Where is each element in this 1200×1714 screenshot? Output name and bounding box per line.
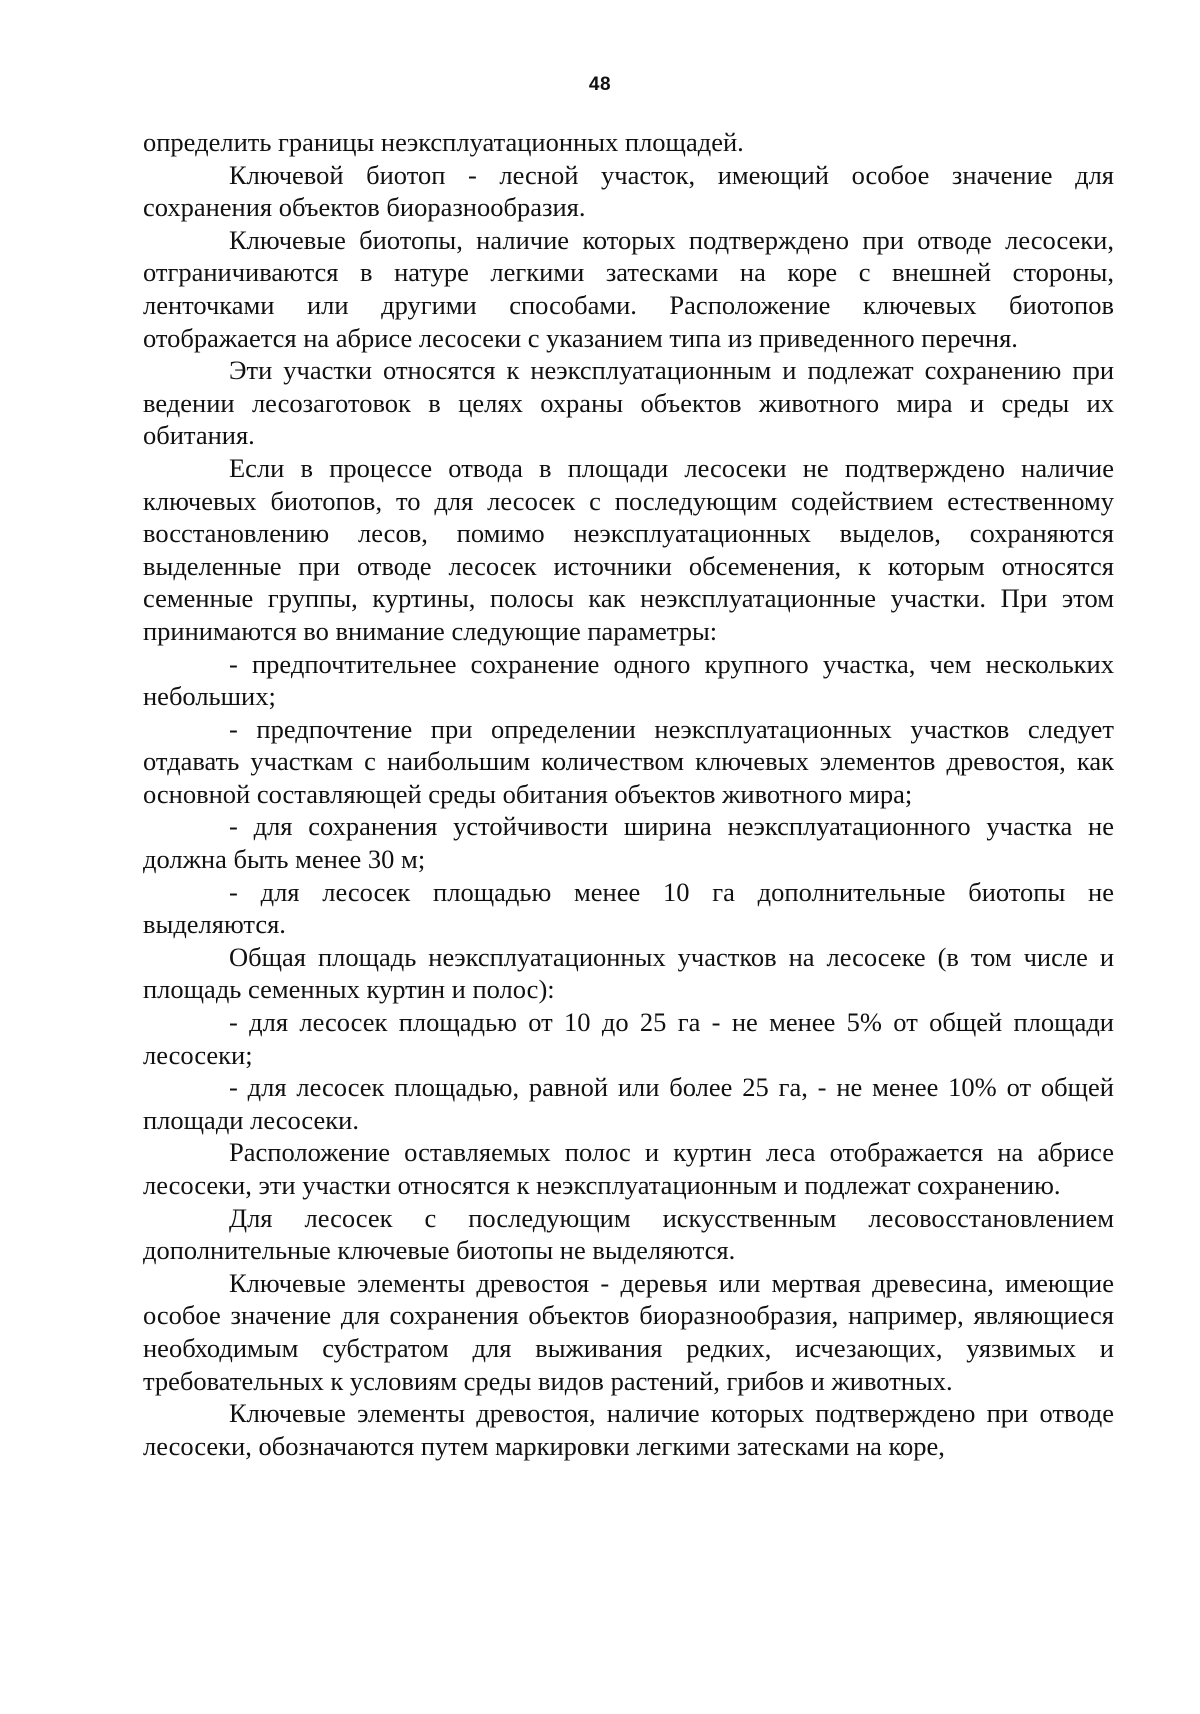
paragraph: - для лесосек площадью от 10 до 25 га - не менее 5% от общей площади лесосеки;: [143, 1007, 1114, 1070]
paragraph: определить границы неэксплуатационных площадей.: [143, 127, 744, 157]
paragraph: - предпочтительнее сохранение одного крупного участка, чем нескольких небольших;: [143, 648, 1114, 712]
page-number: 48: [588, 74, 612, 95]
paragraph: Эти участки относятся к неэксплуатационным и подлежат сохранению при ведении лесозаготовок в целях охраны объектов животного мира и среды их обитания.: [143, 355, 1114, 451]
paragraph: Общая площадь неэксплуатационных участков на лесосеке (в том числе и площадь семенных куртин и полос):: [143, 941, 1114, 1005]
document-body: [143, 126, 1114, 1462]
paragraph: - предпочтение при определении неэксплуатационных участков следует отдавать участкам с наибольшим количеством ключевых элементов древостоя, как основной составляющей среды обитания объектов животного мира;: [143, 713, 1114, 809]
paragraph: Если в процессе отвода в площади лесосеки не подтверждено наличие ключевых биотопов, то для лесосек с последующим содействием естественному восстановлению лесов, помимо неэксплуатационных выделов, сохраняются выделенные при отводе лесосек источники обсеменения, к которым относятся семенные группы, куртины, полосы как неэксплуатационные участки. При этом принимаются во внимание следующие параметры:: [143, 452, 1114, 646]
paragraph: Ключевые элементы древостоя, наличие которых подтверждено при отводе лесосеки, обозначаются путем маркировки легкими затесками на коре,: [143, 1398, 1114, 1461]
paragraph: Ключевой биотоп - лесной участок, имеющий особое значение для сохранения объектов биоразнообразия.: [143, 159, 1114, 223]
paragraph: Ключевые элементы древостоя - деревья или мертвая древесина, имеющие особое значение для сохранения объектов биоразнообразия, например, являющиеся необходимым субстратом для выживания редких, исчезающих, уязвимых и требовательных к условиям среды видов растений, грибов и животных.: [143, 1267, 1114, 1396]
paragraph: - для лесосек площадью менее 10 га дополнительные биотопы не выделяются.: [143, 876, 1114, 940]
paragraph: Ключевые биотопы, наличие которых подтверждено при отводе лесосеки, отграничиваются в натуре легкими затесками на коре с внешней стороны, ленточками или другими способами. Расположение ключевых биотопов отображается на абрисе лесосеки с указанием типа из приведенного перечня.: [143, 224, 1114, 353]
paragraph: - для лесосек площадью, равной или более 25 га, - не менее 10% от общей площади лесосеки.: [143, 1072, 1114, 1135]
paragraph: Расположение оставляемых полос и куртин леса отображается на абрисе лесосеки, эти участки относятся к неэксплуатационным и подлежат сохранению.: [143, 1137, 1114, 1200]
paragraph: Для лесосек с последующим искусственным лесовосстановлением дополнительные ключевые биотопы не выделяются.: [143, 1202, 1114, 1266]
paragraph: - для сохранения устойчивости ширина неэксплуатационного участка не должна быть менее 30 м;: [143, 811, 1114, 875]
